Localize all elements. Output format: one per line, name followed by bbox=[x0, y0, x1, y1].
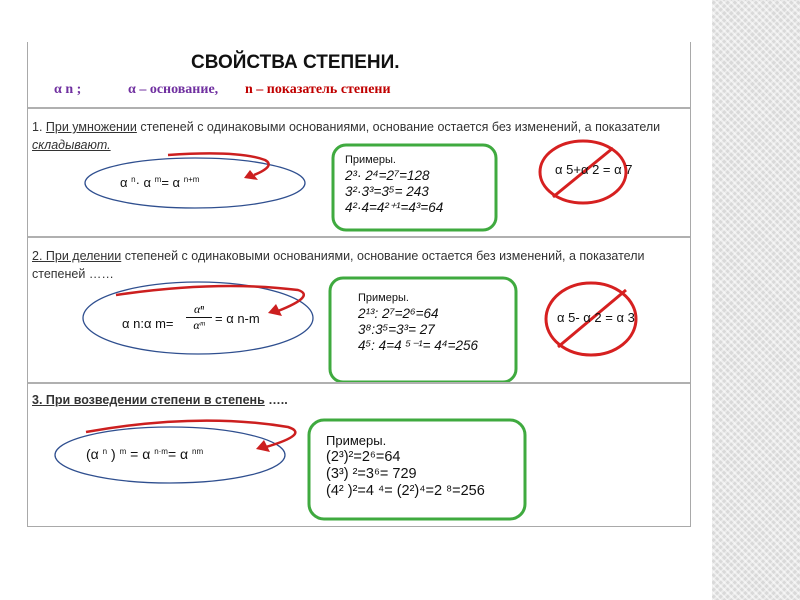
decorative-side-stripe bbox=[712, 0, 800, 600]
rule2-fraction-numerator: αⁿ bbox=[186, 302, 212, 318]
rule2-example-2: 3⁸:3⁵=3³= 27 bbox=[358, 322, 435, 337]
rule3-text bbox=[32, 391, 288, 409]
rule3-example-1: (2³)²=2⁶=64 bbox=[326, 449, 401, 465]
rule1-example-1: 2³· 2⁴=2⁷=128 bbox=[345, 168, 430, 183]
rule1-example-3: 4²·4=4²⁺¹=4³=64 bbox=[345, 200, 444, 215]
divider-3 bbox=[28, 382, 690, 384]
arrow-1 bbox=[168, 153, 269, 175]
rule2-fraction-denominator: αᵐ bbox=[193, 318, 205, 332]
rule3-examples bbox=[326, 432, 485, 500]
divider-1 bbox=[28, 107, 690, 109]
rule2-examples-title: Примеры. bbox=[358, 292, 409, 304]
rule1-number: 1. bbox=[32, 120, 46, 134]
slide-title: СВОЙСТВА СТЕПЕНИ. bbox=[191, 52, 400, 73]
rule2-fraction bbox=[186, 302, 212, 333]
rule3-examples-title: Примеры. bbox=[326, 433, 387, 448]
rule2-heading: . При делении bbox=[38, 249, 122, 263]
rule3-example-2: (3³) ²=3⁶= 729 bbox=[326, 466, 417, 482]
rule1-examples-title: Примеры. bbox=[345, 154, 396, 166]
rule3-dots: ….. bbox=[264, 393, 288, 407]
rule1-wrong-formula: α 5+α 2 = α 7 bbox=[555, 162, 633, 177]
rule2-body: степеней с одинаковыми основаниями, основание остается без изменений, а показатели степеней …… bbox=[32, 249, 645, 281]
rule2-number: 2 bbox=[32, 249, 39, 263]
rule2-example-1: 2¹³: 2⁷=2⁶=64 bbox=[358, 306, 439, 321]
slide bbox=[27, 42, 691, 527]
rule1-text bbox=[32, 118, 682, 154]
divider-2 bbox=[28, 236, 690, 238]
rule3-heading: При возведении степени в степень bbox=[42, 393, 265, 407]
rule1-example-2: 3²·3³=3⁵= 243 bbox=[345, 184, 429, 199]
rule1-examples bbox=[345, 152, 443, 216]
rule2-formula-left: α n:α m= bbox=[122, 316, 174, 331]
legend-exponent: n – показатель степени bbox=[245, 82, 391, 97]
rule1-body: степеней с одинаковыми основаниями, основание остается без изменений, а показатели bbox=[136, 120, 661, 134]
rule3-number: 3. bbox=[32, 393, 43, 407]
rule2-examples bbox=[358, 290, 478, 354]
rule2-text bbox=[32, 247, 682, 283]
rule2-wrong-formula: α 5- α 2 = α 3 bbox=[557, 310, 635, 325]
rule2-example-3: 4⁵: 4=4 ⁵⁻¹= 4⁴=256 bbox=[358, 338, 479, 353]
rule1-emphasis: складывают. bbox=[32, 138, 111, 152]
rule1-formula: α $^n$· α $^m$= α $^{n+m}$ bbox=[120, 175, 200, 190]
legend-symbol: α n ; bbox=[54, 82, 82, 97]
rule3-formula: (α $^n$ ) $^m$ = α $^{n\cdot m}$= α $^{nm}$ bbox=[86, 446, 204, 462]
rule3-example-3: (4² )²=4 ⁴= (2²)⁴=2 ⁸=256 bbox=[326, 483, 485, 499]
rule2-formula-right: = α n-m bbox=[215, 311, 260, 326]
rule1-heading: При умножении bbox=[45, 120, 137, 134]
legend-base: α – основание, bbox=[128, 82, 219, 97]
